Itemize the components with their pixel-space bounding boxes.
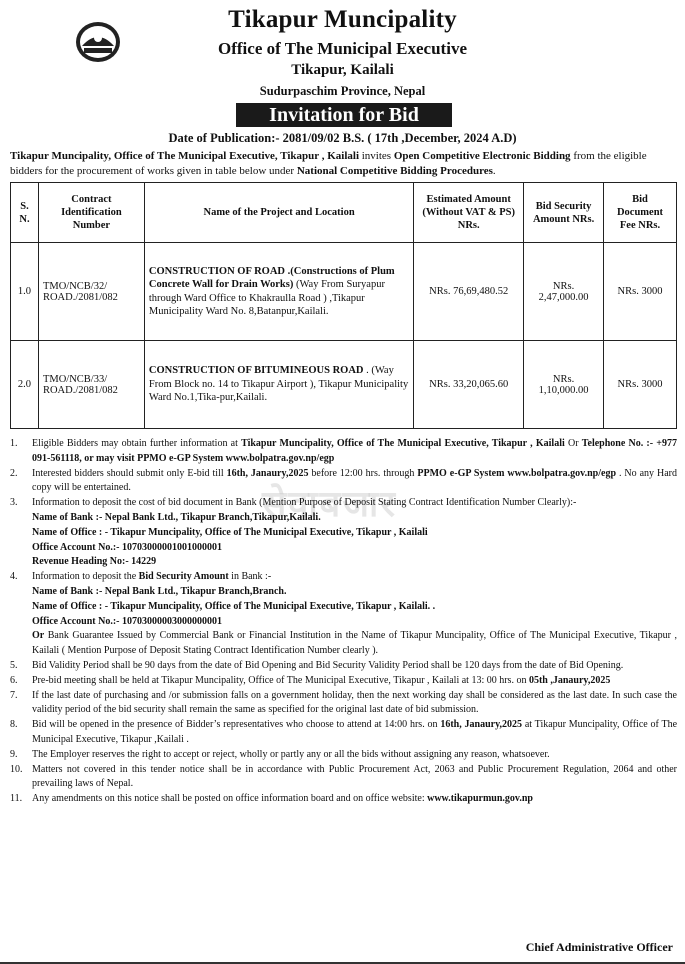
municipality-title: Tikapur Muncipality xyxy=(228,6,457,33)
note-7: 7. If the last date of purchasing and /or submission falls on a government holiday, then the next working day shall be considered as the last date. In such case the validity period of the bid security shall remain the same as specified for the original last date of bid submission. xyxy=(10,689,677,716)
cell-project: CONSTRUCTION OF ROAD .(Constructions of Plum Concrete Wall for Drain Works) (Way From Suryapur through Ward Office to Khakraulla Road ) ,Tikapur Municipality Ward No. 8,Batanpur,Kailali. xyxy=(144,243,413,341)
header-amount: Estimated Amount (Without VAT & PS) NRs. xyxy=(414,183,524,243)
note-8: 8. Bid will be opened in the presence of Bidder’s representatives who choose to attend at 14:00 hrs. on 16th, Janaury,2025 at Tikapur Muncipality, Office of The Municipal Executive, Tikapur ,Kailali . xyxy=(10,719,678,745)
note-6: 6. Pre-bid meeting shall be held at Tikapur Muncipality, Office of The Municipal Executive, Tikapur , Kailali at 13: 00 hrs. on 05th ,Janaury,2025 xyxy=(10,674,611,686)
note-3-bank: Name of Bank :- Nepal Bank Ltd., Tikapur Branch,Tikapur,Kailali. xyxy=(32,511,321,523)
note-10: 10. Matters not covered in this tender notice shall be in accordance with Public Procurement Act, 2063 and Public Procurement Regulation, 2064 and other prevailing laws of Nepal. xyxy=(10,763,677,790)
office-name: Office of The Municipal Executive xyxy=(218,39,467,58)
cell-fee: NRs. 3000 xyxy=(604,341,677,429)
note-3-office: Name of Office : - Tikapur Muncipality, Office of The Municipal Executive, Tikapur , Kailali xyxy=(32,526,428,538)
publication-date: Date of Publication:- 2081/09/02 B.S. ( 17th ,December, 2024 A.D) xyxy=(168,131,517,145)
table-header-row xyxy=(11,183,677,243)
header-name: Name of the Project and Location xyxy=(144,183,413,243)
cell-project: CONSTRUCTION OF BITUMINEOUS ROAD . (Way From Block no. 14 to Tikapur Airport ), Tikapur Municipality Ward No.1,Tika-pur,Kailali. xyxy=(144,341,413,429)
cell-sn: 2.0 xyxy=(11,341,39,429)
header-contract: Contract Identification Number xyxy=(38,183,144,243)
note-4-bank: Name of Bank :- Nepal Bank Ltd., Tikapur Branch,Branch. xyxy=(32,585,287,597)
works-table xyxy=(10,182,677,429)
cell-amount: NRs. 33,20,065.60 xyxy=(414,341,524,429)
cell-sn: 1.0 xyxy=(11,243,39,341)
note-3: 3. Information to deposit the cost of bid document in Bank (Mention Purpose of Deposit Stating Contract Identification Number Clearly):- xyxy=(10,497,577,509)
table-row xyxy=(11,243,677,341)
signature: Chief Administrative Officer xyxy=(525,940,673,954)
note-4-office: Name of Office : - Tikapur Muncipality, Office of The Municipal Executive, Tikapur , Kailali. . xyxy=(32,600,436,612)
header-security: Bid Security Amount NRs. xyxy=(524,183,604,243)
note-11: 11. Any amendments on this notice shall be posted on office information board and on office website: www.tikapurmun.gov.np xyxy=(10,793,533,805)
note-1: 1. Eligible Bidders may obtain further information at Tikapur Muncipality, Office of The Municipal Executive, Tikapur , Kailali Or Telephone No. :- +977 091-561118, or may visit PPMO e-GP System www.bolpatra.gov.np/egp xyxy=(10,438,677,464)
cell-fee: NRs. 3000 xyxy=(604,243,677,341)
cell-contract: TMO/NCB/33/ ROAD./2081/082 xyxy=(38,341,144,429)
note-2: 2. Interested bidders should submit only E-bid till 16th, Janaury,2025 before 12:00 hrs. through PPMO e-GP System www.bolpatra.gov.np/egp . No any Hard copy will be entertained. xyxy=(10,467,678,494)
notice-title: Invitation for Bid xyxy=(236,103,452,127)
notes-list xyxy=(10,437,677,807)
note-4: 4. Information to deposit the Bid Security Amount in Bank :- xyxy=(10,571,272,583)
note-4-account: Office Account No.:- 10703000003000000001 xyxy=(32,615,222,627)
table-row xyxy=(11,341,677,429)
header-fee: Bid Document Fee NRs. xyxy=(604,183,677,243)
note-3-revenue: Revenue Heading No:- 14229 xyxy=(32,556,157,568)
note-4-guarantee: Or Bank Guarantee Issued by Commercial Bank or Financial Institution in the Name of Tikapur Muncipality, Office of The Municipal Executive, Tikapur , Kailali ( Mention Purpose of Deposit Stating Contract Identification Number clearly ). xyxy=(32,630,677,657)
province: Sudurpaschim Province, Nepal xyxy=(259,84,426,98)
cell-security: NRs. 1,10,000.00 xyxy=(524,341,604,429)
header-sn: S. N. xyxy=(11,183,39,243)
note-5: 5. Bid Validity Period shall be 90 days from the date of Bid Opening and Bid Security Validity Period shall be 120 days from the date of Bid Opening. xyxy=(10,659,624,671)
note-9: 9. The Employer reserves the right to accept or reject, wholly or partly any or all the bids without assigning any reason, whatsoever. xyxy=(10,748,550,760)
cell-contract: TMO/NCB/32/ ROAD./2081/082 xyxy=(38,243,144,341)
watermark: सेवाबजार xyxy=(262,484,397,524)
intro-paragraph: Tikapur Muncipality, Office of The Municipal Executive, Tikapur , Kailali invites Open Competitive Electronic Bidding from the eligible bidders for the procurement of works given in table below under National Competitive Bidding Procedures. xyxy=(10,150,647,177)
note-3-account: Office Account No.:- 10703000001001000001 xyxy=(32,541,222,553)
cell-security: NRs. 2,47,000.00 xyxy=(524,243,604,341)
office-location: Tikapur, Kailali xyxy=(291,62,394,78)
cell-amount: NRs. 76,69,480.52 xyxy=(414,243,524,341)
